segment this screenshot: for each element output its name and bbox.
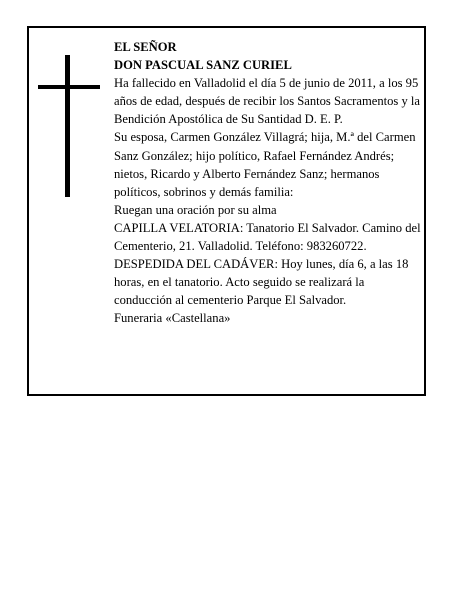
cross-icon [38,55,100,197]
deceased-name: DON PASCUAL SANZ CURIEL [114,58,292,73]
family-list: Su esposa, Carmen González Villagrá; hija, M.ª del Carmen Sanz González; hijo político, Rafael Fernández Andrés; nietos, Ricardo y Alberto Fernández Sanz; hermanos políticos, sobrinos y demás familia: [114,130,416,199]
funeral-home: Funeraria «Castellana» [114,311,231,326]
cross-vertical-bar [65,55,70,197]
death-announcement: Ha fallecido en Valladolid el día 5 de junio de 2011, a los 95 años de edad, después de recibir los Santos Sacramentos y la Bendición Apostólica de Su Santidad D. E. P. [114,76,421,127]
farewell-details: DESPEDIDA DEL CADÁVER: Hoy lunes, día 6, a las 18 horas, en el tanatorio. Acto seguido se realizará la conducción al cementerio Parque El Salvador. [114,257,409,308]
obituary-text [114,38,424,328]
deceased-title: EL SEÑOR [114,40,177,54]
prayer-request: Ruegan una oración por su alma [114,202,277,217]
chapel-details: CAPILLA VELATORIA: Tanatorio El Salvador. Camino del Cementerio, 21. Valladolid. Teléfono: 983260722. [114,220,421,254]
cross-horizontal-bar [38,85,100,89]
